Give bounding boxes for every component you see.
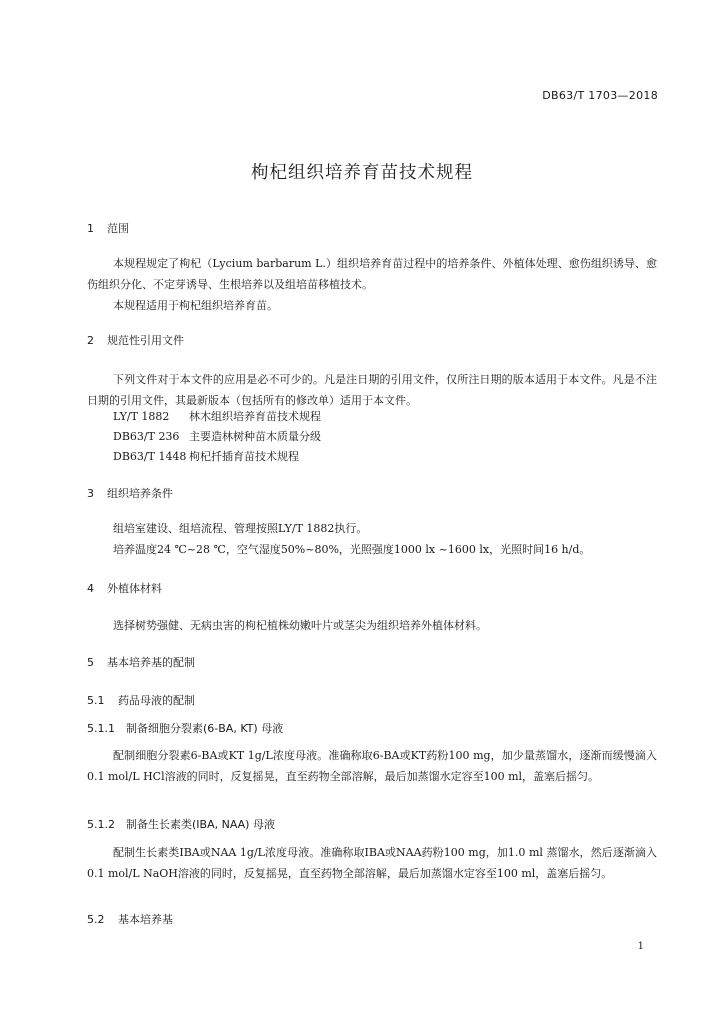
paragraph: 选择树势强健、无病虫害的枸杞植株幼嫩叶片或茎尖为组织培养外植体材料。 <box>113 619 487 632</box>
section-title: 基本培养基的配制 <box>107 656 195 669</box>
section-number: 5.1.2 <box>87 818 115 831</box>
reference-name: 林木组织培养育苗技术规程 <box>189 410 321 423</box>
reference-code: DB63/T 236 <box>113 430 180 443</box>
section-title: 规范性引用文件 <box>107 334 184 347</box>
section-title: 组织培养条件 <box>107 487 173 500</box>
paragraph: 下列文件对于本文件的应用是必不可少的。凡是注日期的引用文件，仅所注日期的版本适用于本文件。凡是不注日期的引用文件，其最新版本（包括所有的修改单）适用于本文件。 <box>87 373 657 407</box>
paragraph: 配制生长素类IBA或NAA 1g/L浓度母液。准确称取IBA或NAA药粉100 mg，加1.0 ml 蒸馏水，然后逐渐滴入0.1 mol/L NaOH溶液的同时，反复摇晃，直至药物全部溶解，最后加蒸馏水定容至100 ml，盖塞后摇匀。 <box>87 846 657 880</box>
section-number: 5.1.1 <box>87 722 115 735</box>
paragraph: 培养温度24 ℃~28 ℃，空气湿度50%~80%，光照强度1000 lx ~1600 lx，光照时间16 h/d。 <box>113 543 591 556</box>
section-title: 外植体材料 <box>107 582 162 595</box>
section-title: 基本培养基 <box>118 913 173 926</box>
paragraph: 组培室建设、组培流程、管理按照LY/T 1882执行。 <box>113 522 368 535</box>
paragraph: 配制细胞分裂素6-BA或KT 1g/L浓度母液。准确称取6-BA或KT药粉100 mg，加少量蒸馏水，逐渐而缓慢滴入0.1 mol/L HCl溶液的同时，反复摇晃，直至药物全部溶解，最后加蒸馏水定容至100 ml，盖塞后摇匀。 <box>87 749 657 783</box>
paragraph: 本规程适用于枸杞组织培养育苗。 <box>113 299 278 312</box>
paragraph: 本规程规定了枸杞（Lycium barbarum L.）组织培养育苗过程中的培养条件、外植体处理、愈伤组织诱导、愈伤组织分化、不定芽诱导、生根培养以及组培苗移植技术。 <box>87 257 657 291</box>
section-number: 4 <box>87 582 94 595</box>
section-number: 2 <box>87 334 94 347</box>
section-title: 制备细胞分裂素(6-BA, KT) 母液 <box>126 722 284 735</box>
reference-name: 枸杞扦插育苗技术规程 <box>189 450 299 463</box>
section-heading-4 <box>87 580 162 596</box>
section-title: 药品母液的配制 <box>118 694 195 707</box>
section-number: 5.1 <box>87 694 105 707</box>
reference-code: LY/T 1882 <box>113 410 170 423</box>
section-number: 5 <box>87 656 94 669</box>
section-number: 5.2 <box>87 913 105 926</box>
reference-code: DB63/T 1448 <box>113 450 187 463</box>
section-title: 制备生长素类(IBA, NAA) 母液 <box>126 818 275 831</box>
section-heading-3 <box>87 485 173 501</box>
section-heading-2 <box>87 332 184 348</box>
reference-item <box>113 406 321 427</box>
section-heading-5 <box>87 654 195 670</box>
subsection-heading-5-1-1 <box>87 720 283 736</box>
section-number: 3 <box>87 487 94 500</box>
section-number: 1 <box>87 222 94 235</box>
standard-code: DB63/T 1703—2018 <box>542 89 658 102</box>
subsection-heading-5-1-2 <box>87 816 275 832</box>
reference-item <box>113 426 321 447</box>
page-number: 1 <box>637 941 644 952</box>
subsection-heading-5-1 <box>87 692 195 708</box>
section-title: 范围 <box>107 222 129 235</box>
section-heading-1 <box>87 220 129 236</box>
subsection-heading-5-2 <box>87 911 173 927</box>
document-title: 枸杞组织培养育苗技术规程 <box>251 163 473 183</box>
reference-name: 主要造林树种苗木质量分级 <box>189 430 321 443</box>
reference-item <box>113 446 299 467</box>
